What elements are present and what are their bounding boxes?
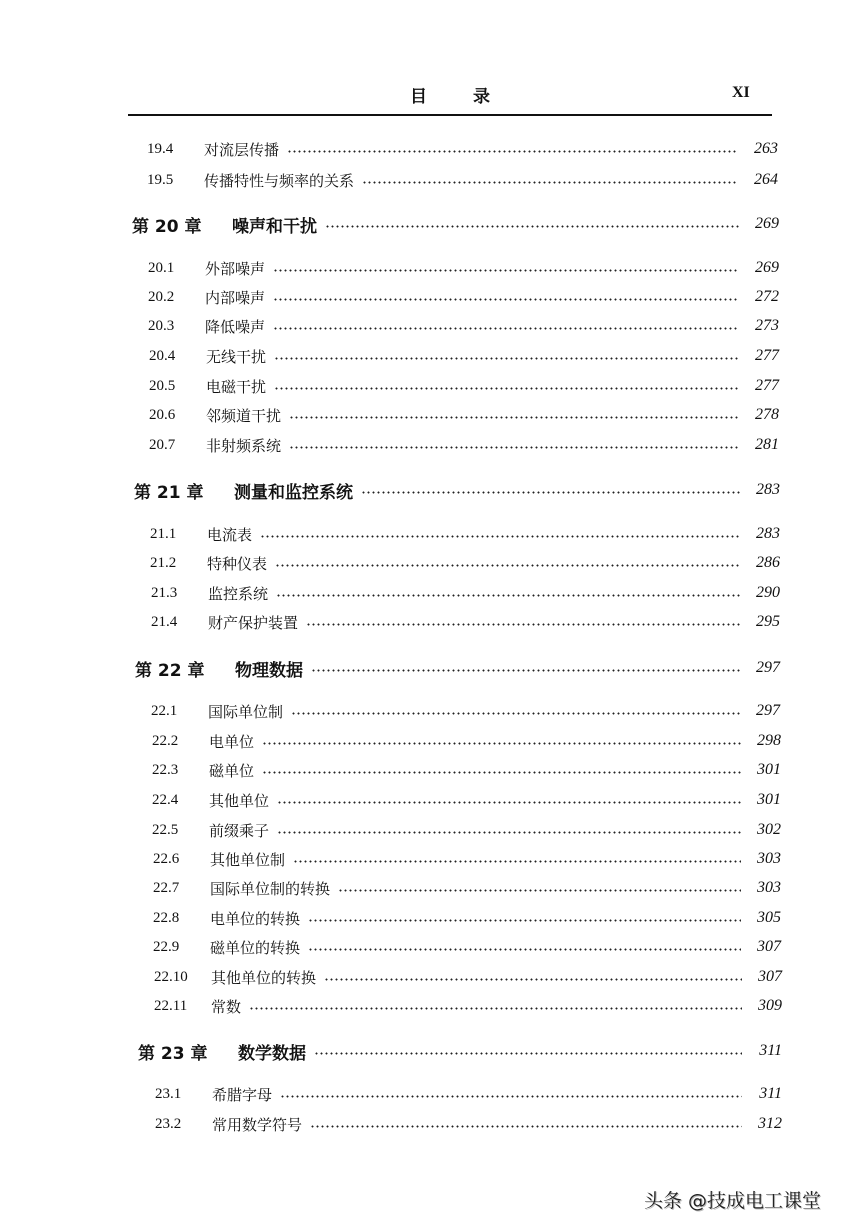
- toc-section-row: [148, 314, 779, 338]
- toc-title: 国际单位制: [208, 702, 284, 721]
- toc-section-row: [151, 610, 780, 634]
- toc-number: 20.3: [148, 317, 175, 334]
- toc-title: 磁单位的转换: [210, 938, 301, 957]
- toc-section-row: [154, 994, 782, 1018]
- toc-number: 20.6: [149, 406, 176, 423]
- toc-title: 物理数据: [235, 660, 303, 681]
- toc-number: 22.11: [154, 997, 188, 1014]
- toc-title: 对流层传播: [204, 140, 280, 159]
- toc-title: 外部噪声: [205, 259, 266, 278]
- toc-number: 第 23 章: [138, 1043, 208, 1064]
- toc-section-row: [151, 699, 780, 723]
- dot-leader: [262, 742, 741, 745]
- toc-title: 特种仪表: [207, 554, 268, 573]
- toc-number: 22.6: [153, 850, 180, 867]
- toc-page-number: 312: [758, 1115, 782, 1132]
- toc-page-number: 301: [757, 761, 781, 778]
- toc-section-row: [150, 522, 780, 546]
- dot-leader: [273, 327, 739, 330]
- toc-title: 降低噪声: [205, 317, 266, 336]
- toc-page-number: 273: [755, 317, 779, 334]
- toc-number: 22.7: [153, 879, 180, 896]
- dot-leader: [308, 919, 741, 922]
- toc-chapter-row: [135, 656, 780, 680]
- toc-page-number: 281: [755, 436, 779, 453]
- toc-title: 电单位的转换: [210, 909, 301, 928]
- toc-title: 电单位: [209, 732, 255, 751]
- toc-page-number: 277: [755, 377, 779, 394]
- toc-section-row: [153, 847, 781, 871]
- toc-section-row: [148, 256, 779, 280]
- running-header-title: 目录: [410, 87, 536, 107]
- toc-section-row: [150, 551, 780, 575]
- dot-leader: [280, 1095, 742, 1098]
- page-number: XI: [732, 84, 750, 101]
- toc-section-row: [153, 935, 781, 959]
- toc-section-row: [154, 965, 782, 989]
- toc-number: 19.4: [147, 140, 174, 157]
- toc-section-row: [149, 403, 779, 427]
- toc-section-row: [148, 285, 779, 309]
- toc-title: 噪声和干扰: [232, 216, 317, 237]
- toc-title: 邻频道干扰: [206, 406, 282, 425]
- dot-leader: [274, 387, 739, 390]
- toc-title: 前缀乘子: [209, 821, 270, 840]
- toc-title: 数学数据: [238, 1043, 306, 1064]
- dot-leader: [324, 978, 742, 981]
- watermark: 头条 @技成电工课堂: [644, 1190, 822, 1212]
- toc-page-number: 263: [754, 140, 778, 157]
- toc-section-row: [153, 876, 781, 900]
- dot-leader: [274, 357, 739, 360]
- toc-number: 第 20 章: [132, 216, 202, 237]
- toc-title: 测量和监控系统: [234, 482, 353, 503]
- dot-leader: [287, 150, 738, 153]
- toc-title: 监控系统: [208, 584, 269, 603]
- toc-section-row: [149, 433, 779, 457]
- toc-number: 20.1: [148, 259, 175, 276]
- dot-leader: [314, 1052, 742, 1055]
- toc-title: 非射频系统: [206, 436, 282, 455]
- toc-number: 20.2: [148, 288, 175, 305]
- toc-number: 20.5: [149, 377, 176, 394]
- toc-page-number: 283: [756, 481, 780, 498]
- dot-leader: [249, 1007, 742, 1010]
- toc-number: 22.10: [154, 968, 188, 985]
- dot-leader: [289, 416, 739, 419]
- toc-section-row: [147, 137, 778, 161]
- toc-page-number: 307: [757, 938, 781, 955]
- toc-title: 希腊字母: [212, 1085, 273, 1104]
- toc-number: 22.2: [152, 732, 179, 749]
- toc-page-number: 298: [757, 732, 781, 749]
- dot-leader: [308, 948, 741, 951]
- toc-section-row: [153, 906, 781, 930]
- dot-leader: [362, 181, 738, 184]
- toc-number: 22.9: [153, 938, 180, 955]
- toc-title: 其他单位: [209, 791, 270, 810]
- toc-section-row: [151, 581, 780, 605]
- dot-leader: [338, 889, 741, 892]
- toc-number: 19.5: [147, 171, 174, 188]
- toc-title: 电磁干扰: [206, 377, 267, 396]
- toc-title: 常数: [211, 997, 242, 1016]
- toc-section-row: [149, 344, 779, 368]
- toc-number: 21.4: [151, 613, 178, 630]
- toc-number: 21.2: [150, 554, 177, 571]
- toc-title: 无线干扰: [206, 347, 267, 366]
- toc-title: 传播特性与频率的关系: [204, 171, 355, 190]
- toc-number: 22.1: [151, 702, 178, 719]
- toc-title: 国际单位制的转换: [210, 879, 331, 898]
- toc-section-row: [152, 758, 781, 782]
- toc-number: 22.8: [153, 909, 180, 926]
- toc-section-row: [152, 818, 781, 842]
- toc-section-row: [147, 168, 778, 192]
- dot-leader: [291, 712, 740, 715]
- toc-number: 22.4: [152, 791, 179, 808]
- dot-leader: [325, 225, 739, 228]
- toc-section-row: [149, 374, 779, 398]
- toc-page-number: 297: [756, 659, 780, 676]
- toc-page-number: 283: [756, 525, 780, 542]
- toc-number: 20.4: [149, 347, 176, 364]
- toc-number: 23.2: [155, 1115, 182, 1132]
- toc-title: 磁单位: [209, 761, 255, 780]
- toc-page-number: 303: [757, 850, 781, 867]
- toc-page-number: 311: [759, 1042, 782, 1059]
- toc-section-row: [155, 1112, 782, 1136]
- toc-page-number: 311: [759, 1085, 782, 1102]
- dot-leader: [311, 669, 740, 672]
- toc-title: 电流表: [207, 525, 253, 544]
- dot-leader: [277, 801, 741, 804]
- toc-page-number: 278: [755, 406, 779, 423]
- toc-page-number: 290: [756, 584, 780, 601]
- toc-section-row: [152, 729, 781, 753]
- header-rule: [128, 114, 772, 116]
- dot-leader: [260, 535, 740, 538]
- toc-number: 21.3: [151, 584, 178, 601]
- dot-leader: [273, 298, 739, 301]
- dot-leader: [361, 491, 740, 494]
- dot-leader: [310, 1125, 742, 1128]
- dot-leader: [276, 594, 740, 597]
- toc-page-number: 269: [755, 259, 779, 276]
- dot-leader: [293, 860, 741, 863]
- toc-page-number: 307: [758, 968, 782, 985]
- dot-leader: [306, 623, 740, 626]
- dot-leader: [275, 564, 740, 567]
- toc-page-number: 272: [755, 288, 779, 305]
- toc-number: 第 22 章: [135, 660, 205, 681]
- toc-section-row: [155, 1082, 782, 1106]
- toc-page-number: 269: [755, 215, 779, 232]
- toc-page-number: 303: [757, 879, 781, 896]
- toc-chapter-row: [138, 1039, 782, 1063]
- toc-number: 21.1: [150, 525, 177, 542]
- toc-title: 财产保护装置: [208, 613, 299, 632]
- toc-number: 20.7: [149, 436, 176, 453]
- toc-page-number: 264: [754, 171, 778, 188]
- toc-page-number: 286: [756, 554, 780, 571]
- toc-page-number: 305: [757, 909, 781, 926]
- toc-chapter-row: [134, 478, 780, 502]
- toc-title: 其他单位制: [210, 850, 286, 869]
- toc-number: 22.3: [152, 761, 179, 778]
- toc-title: 其他单位的转换: [211, 968, 317, 987]
- dot-leader: [277, 831, 741, 834]
- toc-page-number: 277: [755, 347, 779, 364]
- toc-number: 23.1: [155, 1085, 182, 1102]
- toc-page-number: 301: [757, 791, 781, 808]
- toc-number: 22.5: [152, 821, 179, 838]
- toc-number: 第 21 章: [134, 482, 204, 503]
- toc-page-number: 295: [756, 613, 780, 630]
- toc-page-number: 297: [756, 702, 780, 719]
- toc-title: 常用数学符号: [212, 1115, 303, 1134]
- toc-page-number: 309: [758, 997, 782, 1014]
- toc-title: 内部噪声: [205, 288, 266, 307]
- toc-section-row: [152, 788, 781, 812]
- toc-page-number: 302: [757, 821, 781, 838]
- toc-chapter-row: [132, 212, 779, 236]
- dot-leader: [262, 771, 741, 774]
- dot-leader: [289, 446, 739, 449]
- dot-leader: [273, 269, 739, 272]
